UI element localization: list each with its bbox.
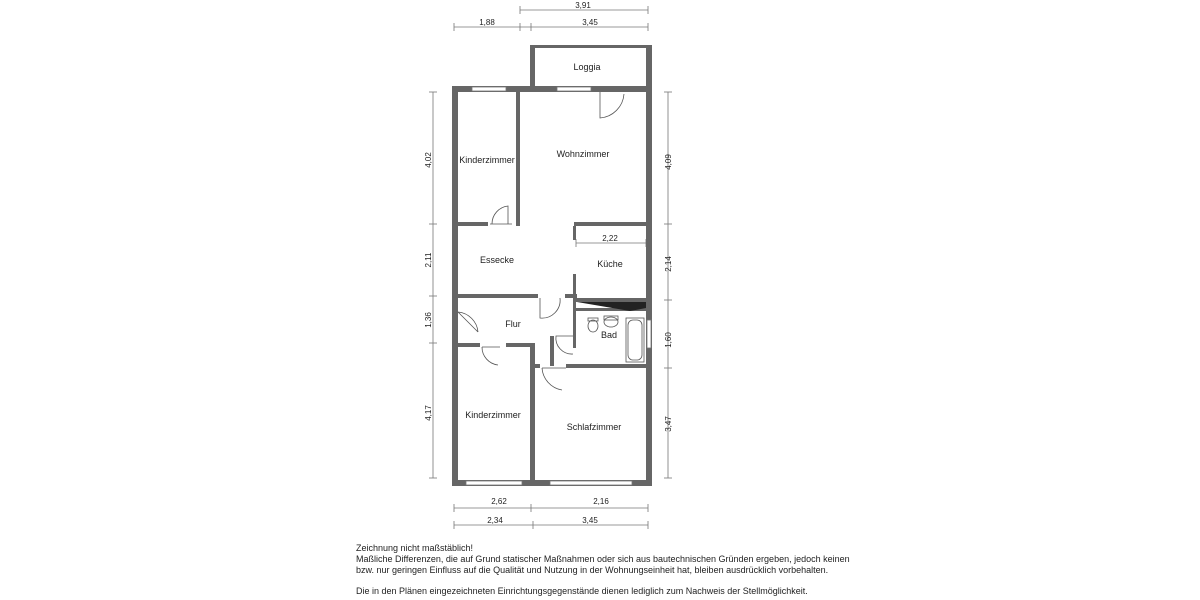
dim-right-1: 4,09	[664, 154, 673, 170]
windows	[466, 87, 651, 485]
dim-left-3: 1,36	[424, 312, 433, 328]
room-label-wohnzimmer: Wohnzimmer	[556, 149, 610, 159]
note-spacer	[356, 576, 876, 586]
dim-right-3: 1,60	[664, 332, 673, 348]
note-line-4: Die in den Plänen eingezeichneten Einrichtungsgegenstände dienen lediglich zum Nachweis der Stellmöglichkeit.	[356, 586, 808, 596]
dim-top-right: 3,45	[582, 18, 598, 27]
disclaimer-notes	[356, 543, 876, 597]
dim-bottom-inner-right: 2,16	[593, 497, 609, 506]
dim-right-4: 3,47	[664, 416, 673, 432]
room-label-kinderzimmer-bottom: Kinderzimmer	[465, 410, 521, 420]
dim-left-2: 2,11	[424, 252, 433, 268]
dim-bottom-inner-left: 2,62	[491, 497, 507, 506]
note-line-1: Zeichnung nicht maßstäblich!	[356, 543, 474, 553]
dimension-lines	[429, 6, 672, 529]
room-label-bad: Bad	[600, 330, 618, 340]
dim-bottom-left: 2,34	[487, 516, 503, 525]
dim-top-overall: 3,91	[575, 1, 591, 10]
dim-top-left: 1,88	[479, 18, 495, 27]
room-label-kueche: Küche	[597, 259, 623, 269]
room-label-flur: Flur	[505, 319, 521, 329]
dim-left-1: 4,02	[424, 152, 433, 168]
note-line-3: bzw. nur geringen Einfluss auf die Qualität und Nutzung in der Wohnungseinheit hat, bleiben ausdrücklich vorbehalten.	[356, 565, 829, 575]
room-label-kinderzimmer-top: Kinderzimmer	[459, 155, 515, 165]
room-label-schlafzimmer: Schlafzimmer	[566, 422, 622, 432]
room-label-essecke: Essecke	[479, 255, 515, 265]
doors	[458, 92, 624, 390]
dim-left-4: 4,17	[424, 405, 433, 421]
dim-kitchen-width: 2,22	[602, 234, 618, 243]
note-line-2: Maßliche Differenzen, die auf Grund statischer Maßnahmen oder sich aus bautechnischen Gründen ergeben, jedoch keinen	[356, 554, 850, 564]
dim-bottom-right: 3,45	[582, 516, 598, 525]
dim-right-2: 2,14	[664, 256, 673, 272]
room-label-loggia: Loggia	[573, 62, 601, 72]
